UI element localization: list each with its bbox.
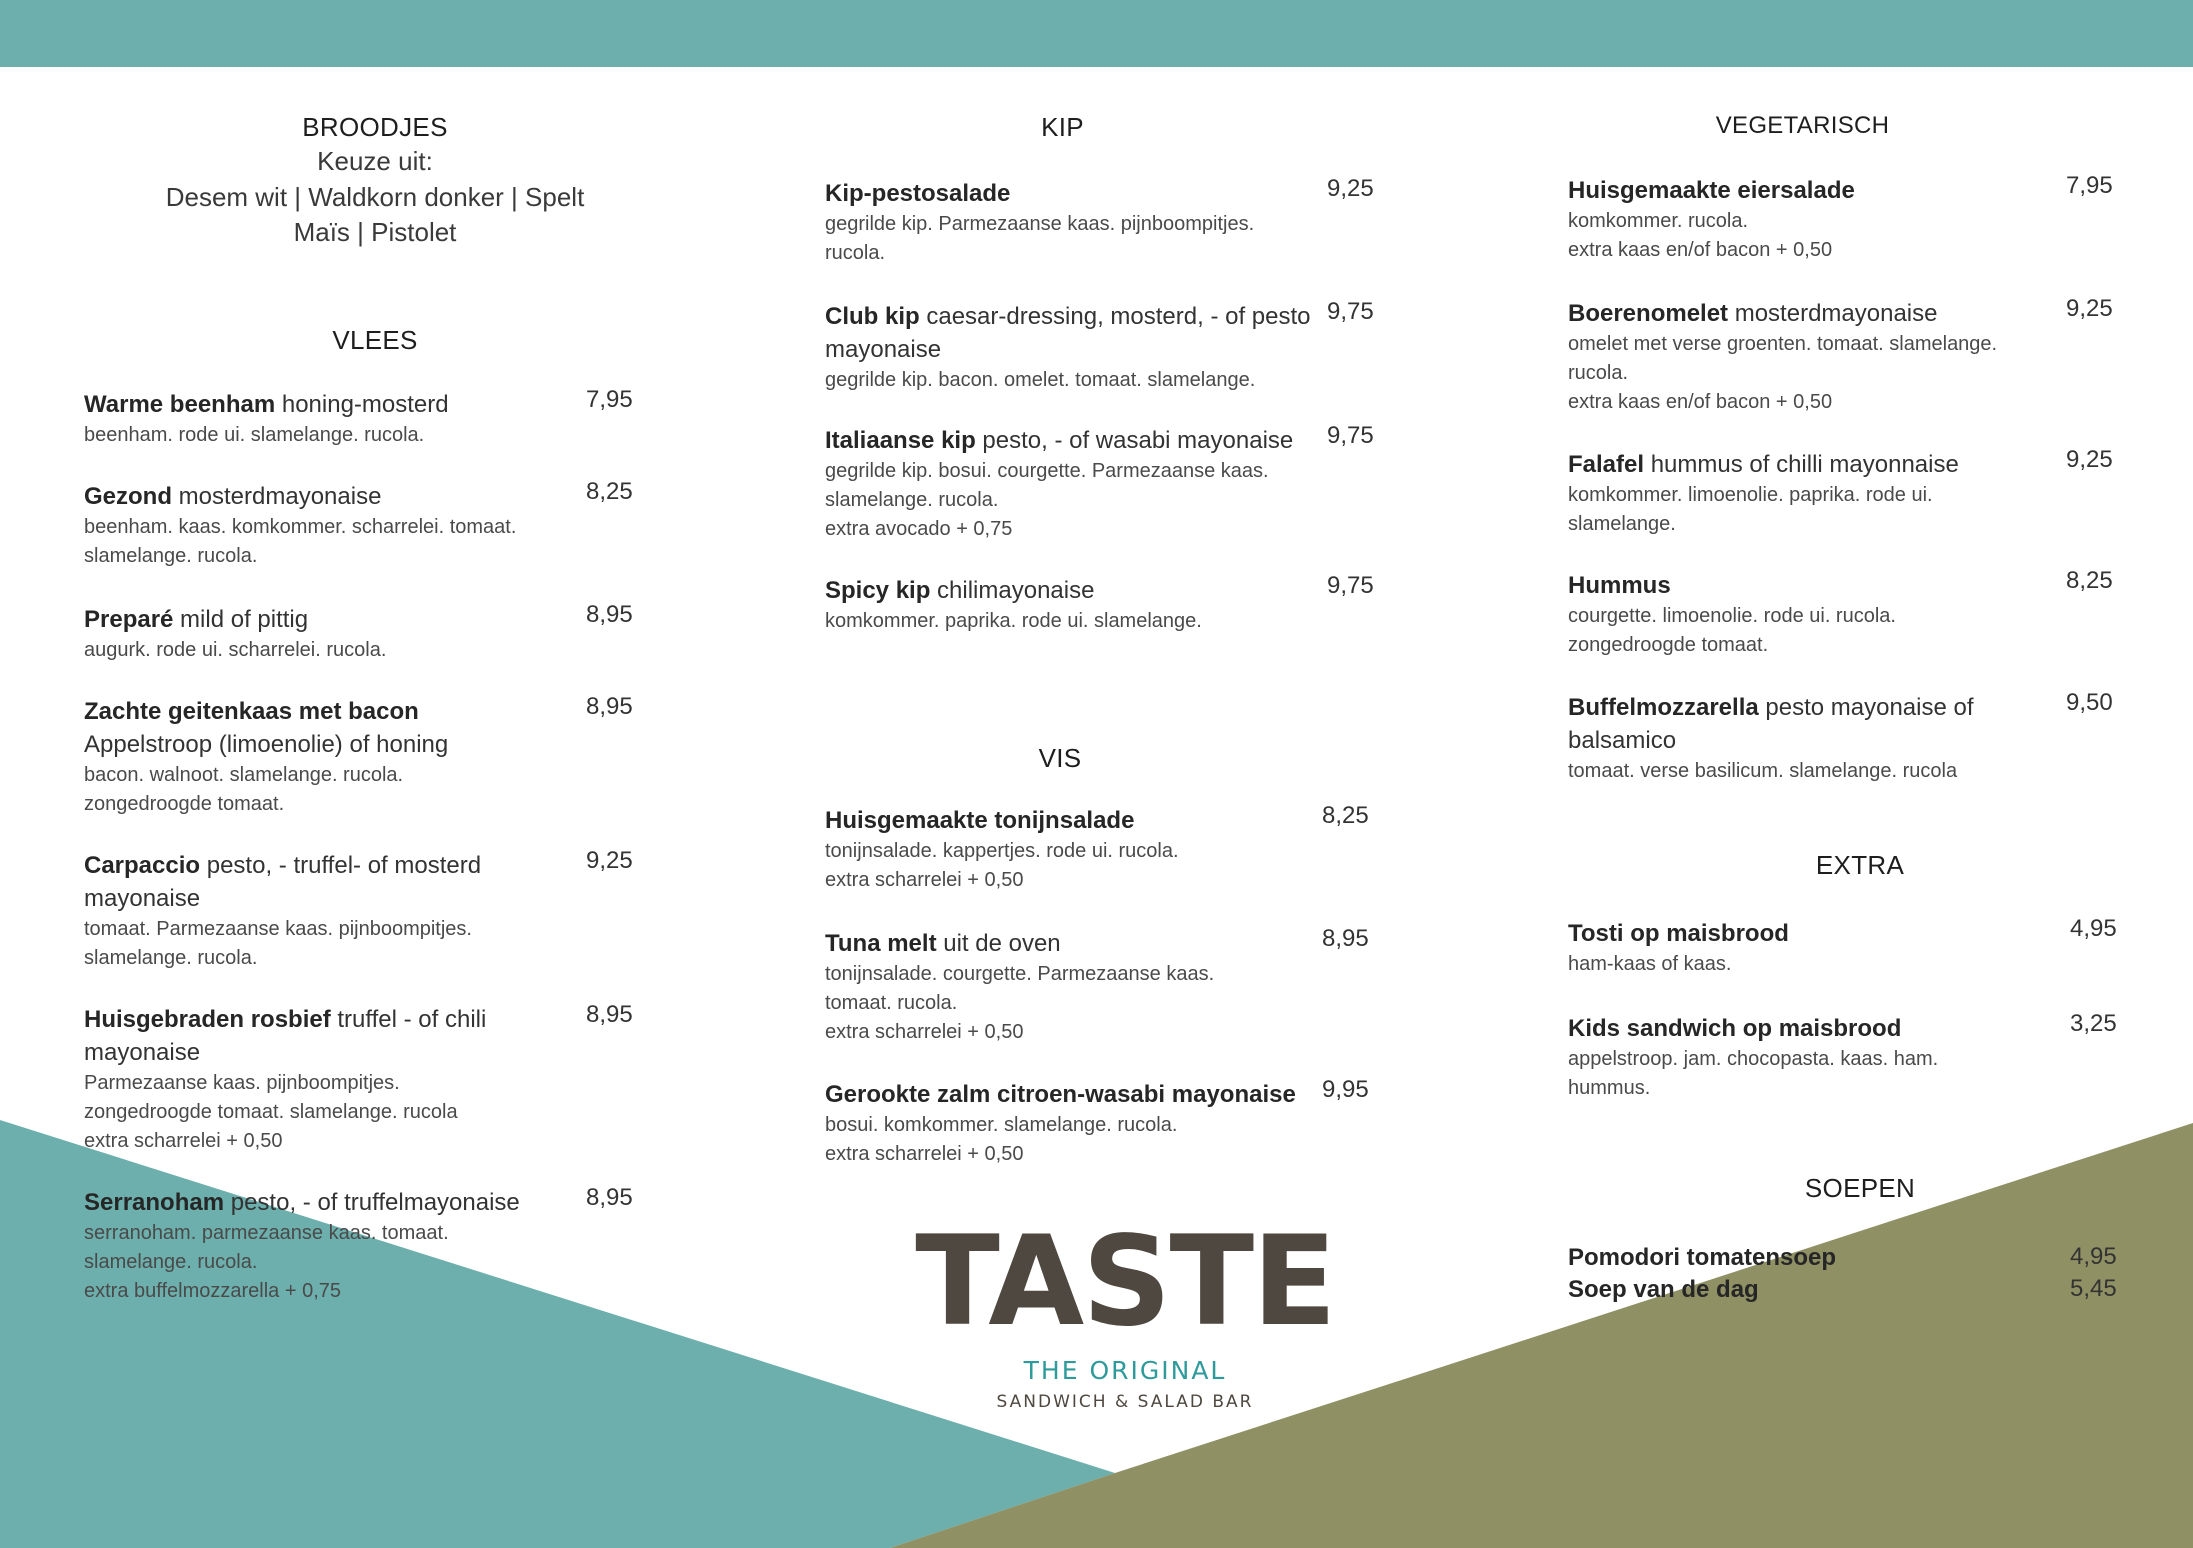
section-broodjes-heading: BROODJES [302,112,448,142]
menu-item-description: bosui. komkommer. slamelange. rucola. [825,1114,1178,1136]
menu-item-name: Spicy kip [825,577,931,604]
menu-item-sauce: honing-mosterd [275,391,449,418]
menu-item-description: slamelange. [1568,513,1676,535]
menu-item-description: augurk. rode ui. scharrelei. rucola. [84,639,387,661]
menu-item [1568,569,2053,660]
section-kip-heading: KIP [1041,112,1084,142]
menu-item-price: 8,95 [586,693,633,720]
menu-item-title [825,300,1315,333]
menu-item-description: gegrilde kip. bosui. courgette. Parmezaanse kaas. [825,460,1269,482]
menu-item [84,1003,584,1156]
menu-item-name: Club kip [825,303,920,330]
menu-item-title [1568,917,2053,950]
menu-item-price: 8,95 [586,601,633,628]
menu-item-title [1568,297,2053,330]
menu-item-description: beenham. rode ui. slamelange. rucola. [84,424,425,446]
menu-item-description: extra scharrelei + 0,50 [825,1143,1024,1165]
menu-item [825,177,1315,268]
menu-item [84,480,584,571]
menu-item-price: 9,75 [1327,298,1374,325]
section-vis-heading: VIS [1038,743,1082,773]
menu-item-description: komkommer. limoenolie. paprika. rode ui. [1568,484,1933,506]
menu-item-description: rucola. [825,242,886,264]
menu-item [825,1078,1315,1169]
menu-item-name: Falafel [1568,451,1645,478]
menu-item-price: 8,95 [586,1184,633,1211]
menu-item-title [825,1078,1315,1111]
soup-item-name: Pomodori tomatensoep [1568,1244,1837,1271]
menu-item-price: 8,25 [586,478,633,505]
menu-item-price: 9,25 [586,847,633,874]
top-teal-bar [0,0,2193,67]
menu-item-description: tomaat. verse basilicum. slamelange. rucola [1568,760,1958,782]
menu-item-price: 9,50 [2066,689,2113,716]
menu-item-sauce: mosterdmayonaise [1728,300,1938,327]
menu-item-name: Huisgemaakte tonijnsalade [825,807,1135,834]
menu-item-price: 9,25 [1327,175,1374,202]
menu-item-title [825,177,1315,210]
menu-item-description: extra buffelmozzarella + 0,75 [84,1280,342,1302]
section-vegetarisch-heading: VEGETARISCH [1715,112,1890,139]
menu-item-description: omelet met verse groenten. tomaat. slamelange. [1568,333,1998,355]
menu-item-price: 3,25 [2070,1010,2117,1037]
menu-item-sauce: hummus of chilli mayonnaise [1644,451,1959,478]
bread-choice-label: Keuze uit: [317,146,433,176]
menu-item-description: slamelange. rucola. [825,489,999,511]
logo-main-text: TASTE [915,1210,1335,1354]
menu-item-title [84,849,584,882]
menu-item-sauce: truffel - of chili [330,1006,487,1033]
menu-item-title [84,388,584,421]
section-soepen-heading: SOEPEN [1804,1173,1916,1203]
menu-item-sauce: pesto, - of wasabi mayonaise [975,427,1294,454]
menu-item-sauce: pesto mayonaise of [1758,694,1974,721]
menu-item-name: Warme beenham [84,391,276,418]
menu-item-sauce-line2: mayonaise [825,336,942,363]
menu-item-description: zongedroogde tomaat. [84,793,285,815]
menu-item-name: Huisgemaakte eiersalade [1568,177,1855,204]
menu-item-title [1568,1012,2053,1045]
menu-item-price: 7,95 [2066,172,2113,199]
menu-item-price: 8,25 [2066,567,2113,594]
menu-item-description: slamelange. rucola. [84,545,258,567]
section-vlees-heading: VLEES [332,325,418,355]
menu-item-name: Serranoham [84,1189,225,1216]
menu-item-name: Gezond [84,483,172,510]
menu-item [1568,297,2053,417]
menu-item-title [1568,569,2053,602]
bread-choice-line2: Maïs | Pistolet [293,217,457,247]
menu-item [84,388,584,450]
menu-item-title [1568,448,2053,481]
menu-item [825,300,1315,395]
menu-item-description: extra scharrelei + 0,50 [84,1130,283,1152]
menu-item-price: 9,75 [1327,422,1374,449]
menu-item-sauce: mild of pittig [173,606,309,633]
menu-item-price: 7,95 [586,386,633,413]
menu-item-title [825,574,1315,607]
menu-item-title [84,480,584,513]
menu-item-sauce: chilimayonaise [930,577,1095,604]
menu-item-price: 9,25 [2066,295,2113,322]
menu-item [825,424,1315,544]
menu-item-price: 9,75 [1327,572,1374,599]
menu-item-sauce: uit de oven [936,930,1061,957]
menu-item-title [1568,691,2053,724]
menu-item-title [825,927,1315,960]
menu-item-description: tomaat. rucola. [825,992,958,1014]
menu-item-title [1568,174,2053,207]
menu-item-name: Gerookte zalm citroen-wasabi mayonaise [825,1081,1296,1108]
menu-item-description: komkommer. rucola. [1568,210,1749,232]
menu-item [1568,174,2053,265]
menu-item-price: 9,95 [1322,1076,1369,1103]
menu-item-name: Hummus [1568,572,1671,599]
soup-item-price: 5,45 [2070,1275,2117,1302]
logo-tagline: SANDWICH & SALAD BAR [996,1392,1254,1412]
menu-item-description: extra kaas en/of bacon + 0,50 [1568,239,1833,261]
menu-item-description: tonijnsalade. kappertjes. rode ui. rucola. [825,840,1179,862]
menu-item-sauce-line2: mayonaise [84,885,201,912]
menu-item-description: slamelange. rucola. [84,947,258,969]
menu-item-name: Carpaccio [84,852,201,879]
menu-item-name: Huisgebraden rosbief [84,1006,331,1033]
menu-item-description: extra kaas en/of bacon + 0,50 [1568,391,1833,413]
menu-item-description: zongedroogde tomaat. slamelange. rucola [84,1101,458,1123]
menu-item-title [84,1003,584,1036]
menu-item-name: Buffelmozzarella [1568,694,1759,721]
menu-item [825,804,1315,895]
menu-item-description: slamelange. rucola. [84,1251,258,1273]
menu-item-name: Boerenomelet [1568,300,1729,327]
menu-item-sauce: pesto, - truffel- of mosterd [200,852,482,879]
menu-item-name: Preparé [84,606,174,633]
menu-item [84,603,584,665]
menu-item-description: gegrilde kip. Parmezaanse kaas. pijnboompitjes. [825,213,1255,235]
menu-item-sauce: pesto, - of truffelmayonaise [224,1189,520,1216]
menu-item [1568,691,2053,786]
menu-item-title [84,695,584,728]
menu-item-price: 4,95 [2070,915,2117,942]
menu-item-name: Tosti op maisbrood [1568,920,1789,947]
menu-item [84,695,584,819]
menu-item-description: beenham. kaas. komkommer. scharrelei. tomaat. [84,516,517,538]
menu-item-sauce-line2: Appelstroop (limoenolie) of honing [84,731,449,758]
section-extra-heading: EXTRA [1815,850,1905,880]
logo-subtitle: THE ORIGINAL [1023,1356,1227,1385]
menu-item-description: rucola. [1568,362,1629,384]
menu-item-title [825,424,1315,457]
menu-item-sauce-line2: balsamico [1568,727,1677,754]
menu-item-name: Kids sandwich op maisbrood [1568,1015,1902,1042]
menu-item-description: appelstroop. jam. chocopasta. kaas. ham. [1568,1048,1939,1070]
menu-item-price: 8,95 [586,1001,633,1028]
menu-item-title [84,1186,584,1219]
soup-item-price: 4,95 [2070,1243,2117,1270]
menu-item-description: extra scharrelei + 0,50 [825,1021,1024,1043]
menu-item-description: tomaat. Parmezaanse kaas. pijnboompitjes. [84,918,472,940]
menu-item-description: courgette. limoenolie. rode ui. rucola. [1568,605,1896,627]
menu-item-name: Kip-pestosalade [825,180,1011,207]
menu-item-sauce: mosterdmayonaise [172,483,382,510]
menu-item-description: tonijnsalade. courgette. Parmezaanse kaas. [825,963,1215,985]
menu-item-sauce: caesar-dressing, mosterd, - of pesto [919,303,1311,330]
menu-item-description: Parmezaanse kaas. pijnboompitjes. [84,1072,400,1094]
menu-item [84,1186,584,1306]
soup-item-name: Soep van de dag [1568,1276,1759,1303]
menu-item-description: gegrilde kip. bacon. omelet. tomaat. slamelange. [825,369,1256,391]
menu-item-title [84,603,584,636]
menu-item-name: Italiaanse kip [825,427,976,454]
menu-item-description: extra scharrelei + 0,50 [825,869,1024,891]
taste-logo [900,1210,1350,1412]
menu-item-description: extra avocado + 0,75 [825,518,1013,540]
menu-item [1568,917,2053,979]
menu-item-price: 9,25 [2066,446,2113,473]
menu-item-description: ham-kaas of kaas. [1568,953,1732,975]
menu-item-price: 8,95 [1322,925,1369,952]
bread-choice-line1: Desem wit | Waldkorn donker | Spelt [165,182,585,212]
menu-item-description: hummus. [1568,1077,1651,1099]
menu-item [84,849,584,973]
menu-item [825,927,1315,1047]
menu-item-sauce-line2: mayonaise [84,1039,201,1066]
menu-item-description: serranoham. parmezaanse kaas. tomaat. [84,1222,449,1244]
menu-item [1568,448,2053,539]
menu-item-title [825,804,1315,837]
menu-item [825,574,1315,636]
menu-item-description: komkommer. paprika. rode ui. slamelange. [825,610,1202,632]
menu-item [1568,1012,2053,1103]
menu-item-price: 8,25 [1322,802,1369,829]
menu-item-name: Zachte geitenkaas met bacon [84,698,419,725]
menu-item-description: zongedroogde tomaat. [1568,634,1769,656]
menu-item-description: bacon. walnoot. slamelange. rucola. [84,764,404,786]
menu-item-name: Tuna melt [825,930,937,957]
